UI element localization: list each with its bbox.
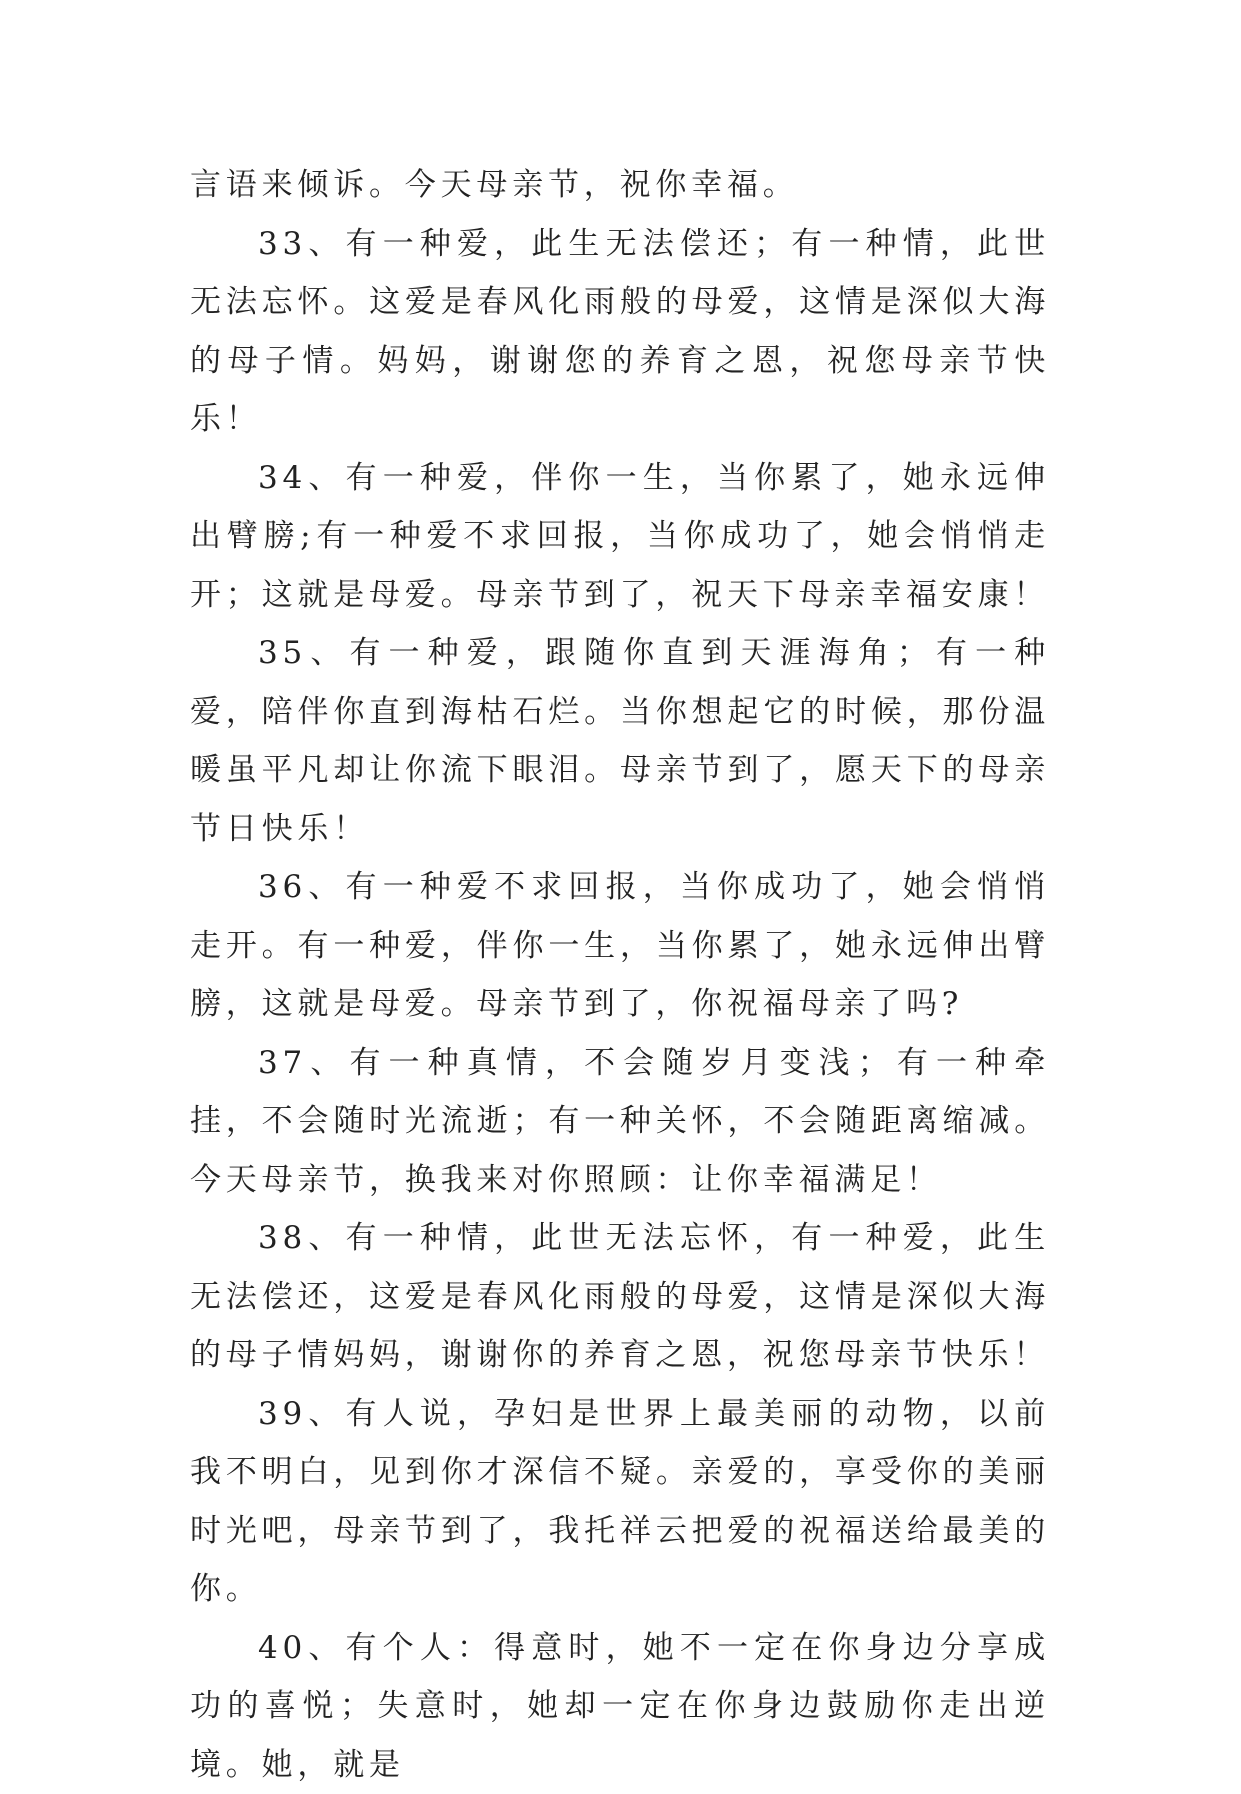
paragraph-34: 34、有一种爱，伴你一生，当你累了，她永远伸出臂膀;有一种爱不求回报，当你成功了，她会悄悄走开；这就是母爱。母亲节到了，祝天下母亲幸福安康！ bbox=[190, 449, 1050, 625]
document-body bbox=[190, 156, 1050, 1794]
paragraph-35: 35、有一种爱，跟随你直到天涯海角；有一种爱，陪伴你直到海枯石烂。当你想起它的时候，那份温暖虽平凡却让你流下眼泪。母亲节到了，愿天下的母亲节日快乐！ bbox=[190, 624, 1050, 858]
paragraph-40: 40、有个人：得意时，她不一定在你身边分享成功的喜悦；失意时，她却一定在你身边鼓励你走出逆境。她，就是 bbox=[190, 1619, 1050, 1794]
paragraph-33: 33、有一种爱，此生无法偿还；有一种情，此世无法忘怀。这爱是春风化雨般的母爱，这情是深似大海的母子情。妈妈，谢谢您的养育之恩，祝您母亲节快乐！ bbox=[190, 215, 1050, 449]
paragraph-32-continuation: 言语来倾诉。今天母亲节，祝你幸福。 bbox=[190, 156, 1050, 215]
paragraph-39: 39、有人说，孕妇是世界上最美丽的动物，以前我不明白，见到你才深信不疑。亲爱的，享受你的美丽时光吧，母亲节到了，我托祥云把爱的祝福送给最美的你。 bbox=[190, 1385, 1050, 1619]
paragraph-38: 38、有一种情，此世无法忘怀，有一种爱，此生无法偿还，这爱是春风化雨般的母爱，这情是深似大海的母子情妈妈，谢谢你的养育之恩，祝您母亲节快乐！ bbox=[190, 1209, 1050, 1385]
paragraph-37: 37、有一种真情，不会随岁月变浅；有一种牵挂，不会随时光流逝；有一种关怀，不会随距离缩减。今天母亲节，换我来对你照顾：让你幸福满足！ bbox=[190, 1034, 1050, 1210]
paragraph-36: 36、有一种爱不求回报，当你成功了，她会悄悄走开。有一种爱，伴你一生，当你累了，她永远伸出臂膀，这就是母爱。母亲节到了，你祝福母亲了吗? bbox=[190, 858, 1050, 1034]
